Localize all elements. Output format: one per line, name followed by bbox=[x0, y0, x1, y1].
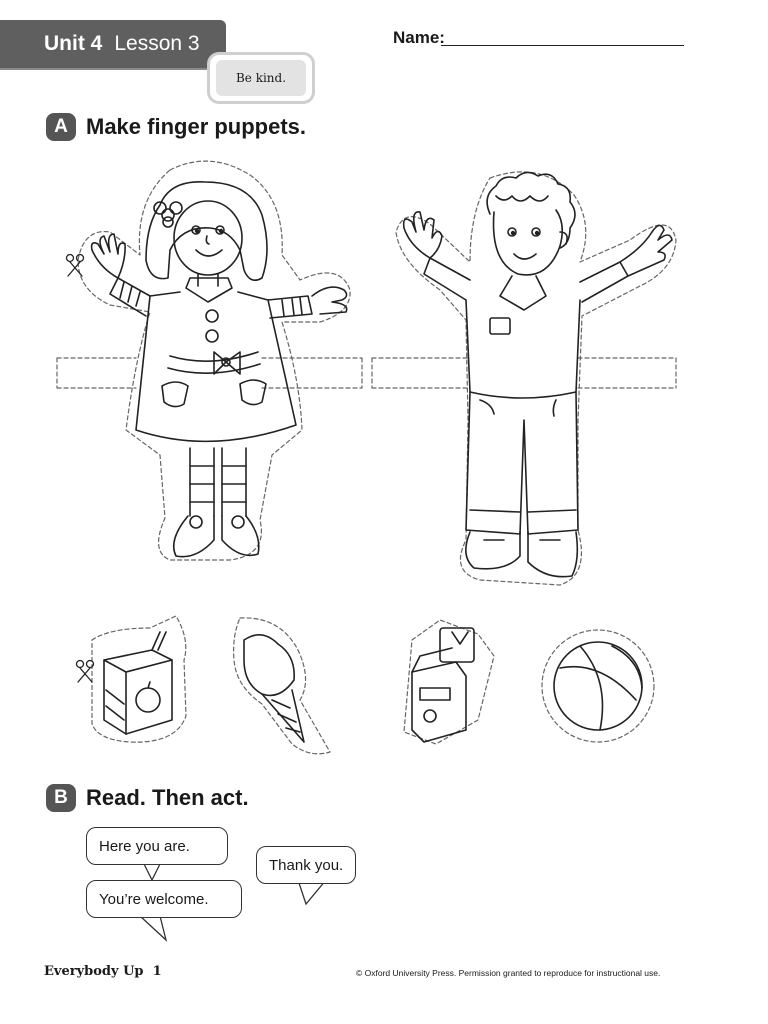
boy-puppet bbox=[372, 172, 676, 585]
unit-lesson-tab bbox=[0, 20, 226, 68]
speech-bubble-2: Thank you. bbox=[256, 846, 356, 884]
name-write-line bbox=[441, 45, 684, 46]
beach-ball bbox=[542, 630, 654, 742]
section-a-badge: A bbox=[46, 113, 76, 141]
footer-brand-name: Everybody Up bbox=[44, 964, 144, 979]
ice-cream-cone bbox=[234, 618, 330, 754]
footer-brand bbox=[44, 964, 162, 979]
juice-box bbox=[92, 616, 186, 742]
puppet-cutouts bbox=[0, 140, 768, 760]
card-box bbox=[404, 620, 494, 744]
section-b-title: Read. Then act. bbox=[86, 785, 249, 810]
scissors-icon bbox=[67, 255, 94, 683]
lesson-label: Lesson 3 bbox=[114, 32, 200, 55]
footer-copyright: © Oxford University Press. Permission granted to reproduce for instructional use. bbox=[356, 968, 661, 978]
unit-label: Unit 4 bbox=[44, 32, 103, 55]
value-tag bbox=[210, 55, 312, 101]
section-b-badge: B bbox=[46, 784, 76, 812]
speech-bubble-3: You’re welcome. bbox=[86, 880, 242, 918]
page-number: 1 bbox=[152, 964, 162, 979]
section-a-title: Make finger puppets. bbox=[86, 114, 307, 139]
girl-puppet bbox=[57, 161, 362, 560]
value-tag-text: Be kind. bbox=[216, 60, 306, 96]
name-label: Name: bbox=[393, 28, 445, 47]
speech-bubble-1: Here you are. bbox=[86, 827, 228, 865]
